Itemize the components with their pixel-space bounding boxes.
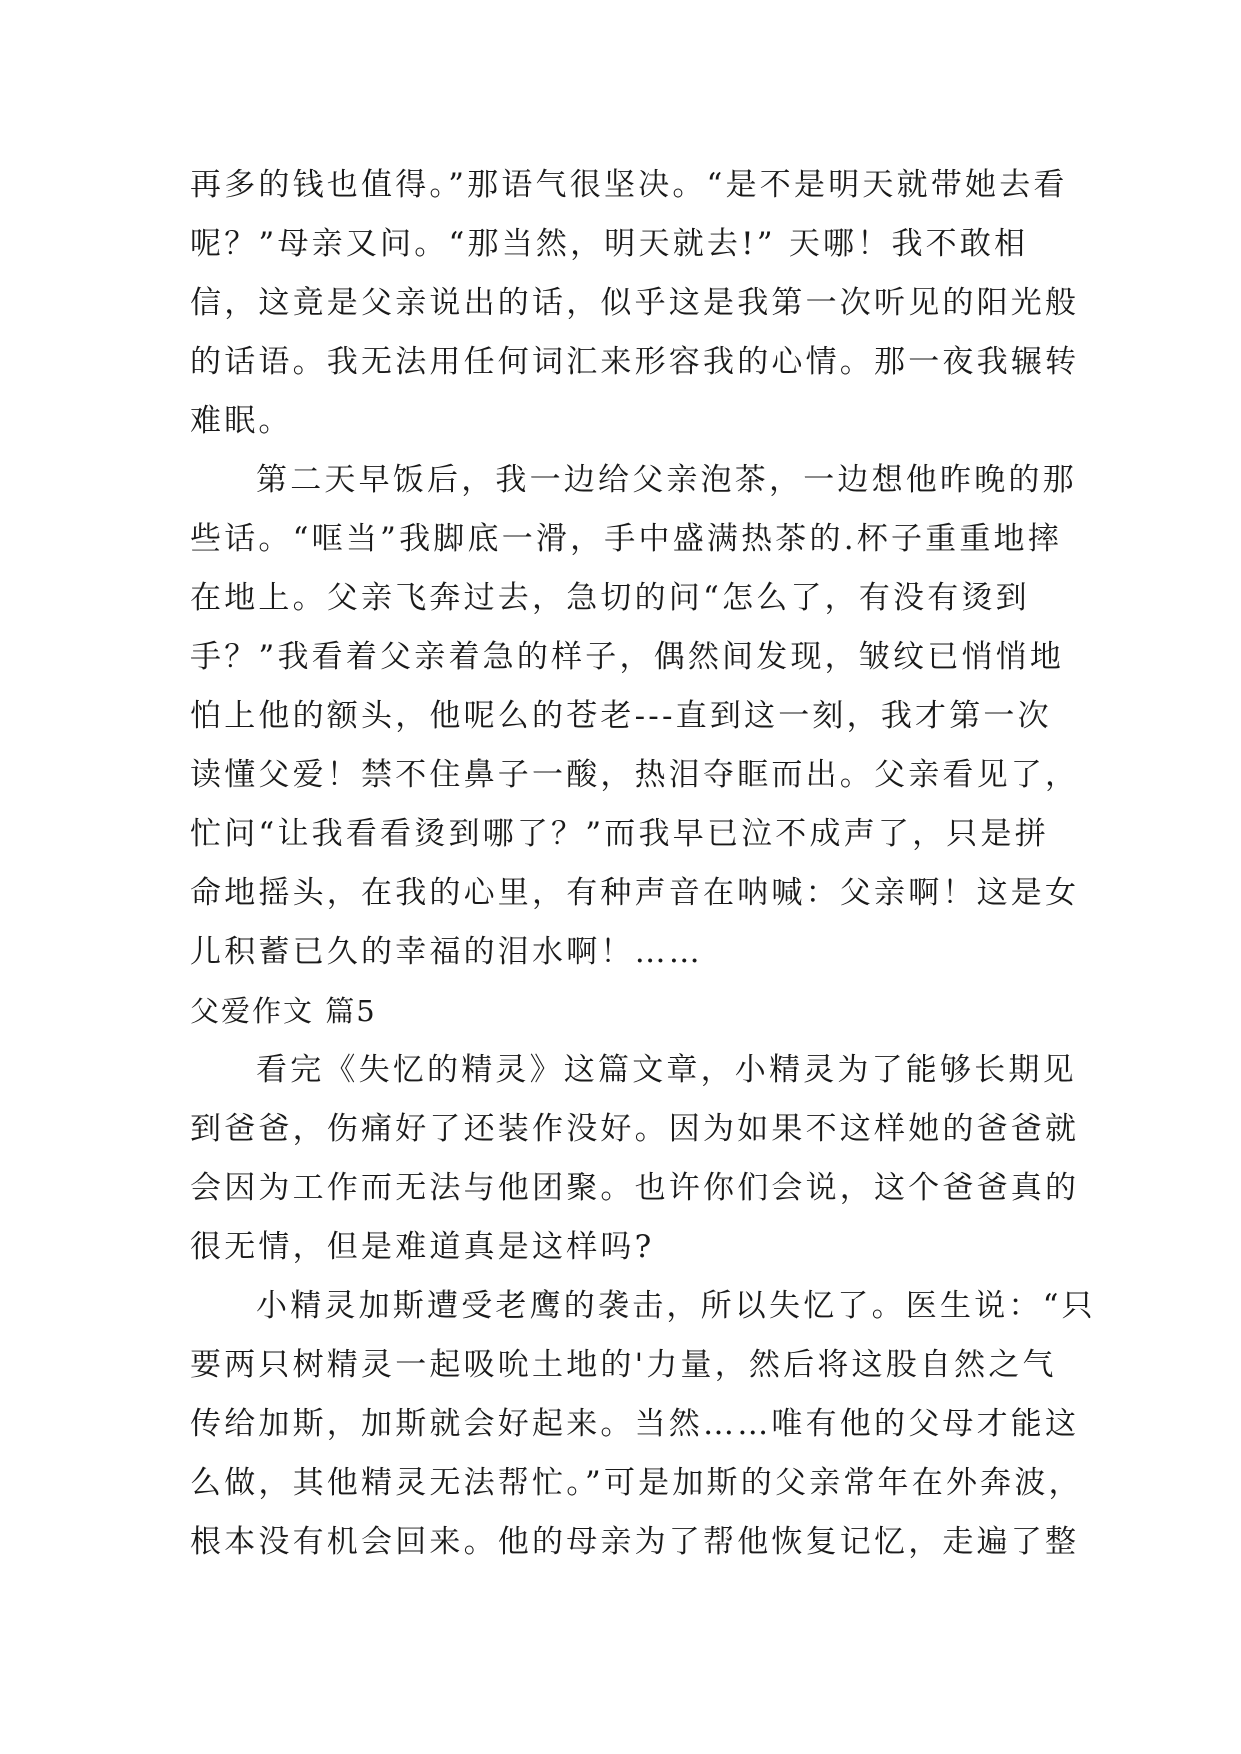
text-line: 读懂父爱！禁不住鼻子一酸，热泪夺眶而出。父亲看见了， — [190, 757, 1080, 793]
text-line: 在地上。父亲飞奔过去，急切的问“怎么了，有没有烫到 — [190, 580, 1030, 616]
text-line: 很无情，但是难道真是这样吗? — [190, 1229, 655, 1265]
text-line: 第二天早饭后，我一边给父亲泡茶，一边想他昨晚的那 — [256, 462, 1077, 498]
text-line: 信，这竟是父亲说出的话，似乎这是我第一次听见的阳光般 — [190, 285, 1080, 321]
text-line: 么做，其他精灵无法帮忙。”可是加斯的父亲常年在外奔波， — [190, 1465, 1083, 1501]
section-heading: 父爱作文 篇5 — [190, 994, 377, 1028]
paragraph — [190, 1277, 1096, 1572]
paragraph — [190, 1041, 1080, 1277]
text-line: 会因为工作而无法与他团聚。也许你们会说，这个爸爸真的 — [190, 1170, 1080, 1206]
text-line: 再多的钱也值得。”那语气很坚决。“是不是明天就带她去看 — [190, 167, 1068, 203]
text-line: 传给加斯，加斯就会好起来。当然……唯有他的父母才能这 — [190, 1406, 1080, 1442]
text-line: 儿积蓄已久的幸福的泪水啊！…… — [190, 934, 703, 970]
paragraph — [190, 156, 1080, 451]
paragraph — [190, 451, 1080, 982]
text-line: 怕上他的额头，他呢么的苍老---直到这一刻，我才第一次 — [190, 698, 1052, 734]
text-line: 呢？”母亲又问。“那当然，明天就去!” 天哪！我不敢相 — [190, 226, 1029, 262]
text-line: 些话。“哐当”我脚底一滑，手中盛满热茶的.杯子重重地摔 — [190, 521, 1062, 557]
document-body — [190, 156, 1096, 1572]
text-line: 的话语。我无法用任何词汇来形容我的心情。那一夜我辗转 — [190, 344, 1080, 380]
text-line: 看完《失忆的精灵》这篇文章，小精灵为了能够长期见 — [256, 1052, 1077, 1088]
text-line: 难眠。 — [190, 403, 293, 439]
text-line: 忙问“让我看看烫到哪了？”而我早已泣不成声了，只是拼 — [190, 816, 1049, 852]
text-line: 小精灵加斯遭受老鹰的袭击，所以失忆了。医生说：“只 — [256, 1288, 1096, 1324]
text-line: 要两只树精灵一起吸吮土地的'力量，然后将这股自然之气 — [190, 1347, 1057, 1383]
text-line: 到爸爸，伤痛好了还装作没好。因为如果不这样她的爸爸就 — [190, 1111, 1080, 1147]
text-line: 手？”我看着父亲着急的样子，偶然间发现，皱纹已悄悄地 — [190, 639, 1065, 675]
text-line: 命地摇头，在我的心里，有种声音在呐喊：父亲啊！这是女 — [190, 875, 1080, 911]
text-line: 根本没有机会回来。他的母亲为了帮他恢复记忆，走遍了整 — [190, 1524, 1080, 1560]
